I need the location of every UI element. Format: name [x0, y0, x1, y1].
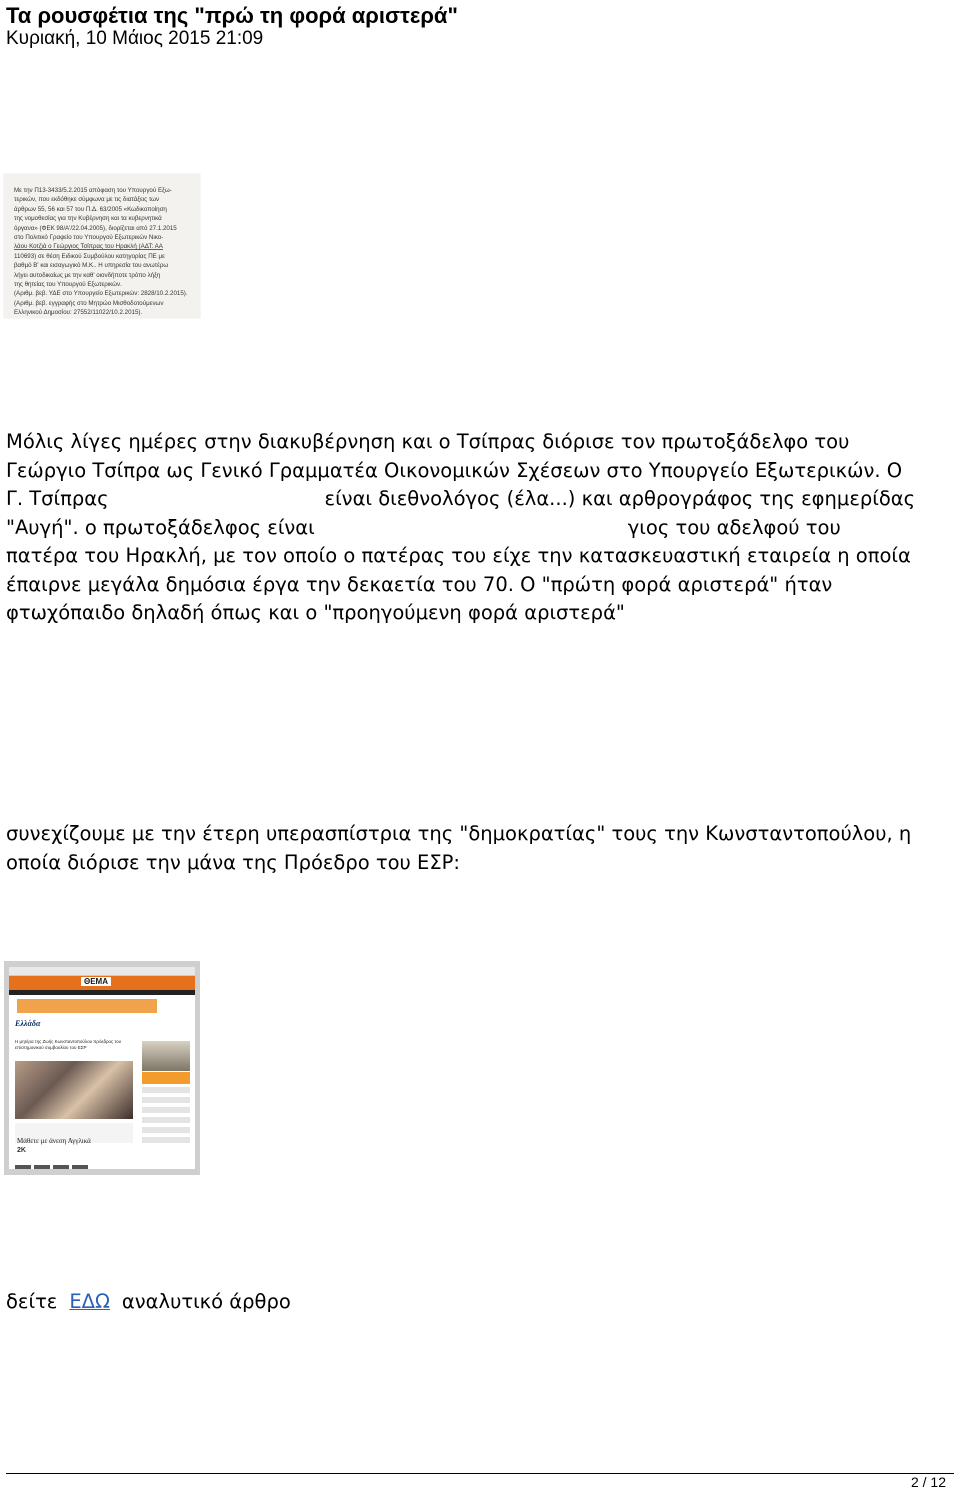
headline: Η μητέρα της Ζωής Κωνσταντοπούλου πρόεδρος του επιστημονικού συμβουλίου του ΕΣΡ: [15, 1039, 122, 1050]
clipping-text: [14, 186, 192, 318]
paragraph-line: οποία διόρισε την μάνα της Πρόεδρο του ΕΣΡ:: [6, 850, 460, 874]
share-button: [53, 1165, 69, 1169]
paragraph-3: [6, 1288, 954, 1317]
share-button: [72, 1165, 88, 1169]
article-title: Τα ρουσφέτια της "πρώ τη φορά αριστερά": [6, 3, 458, 28]
sidebar-list-item: [142, 1087, 190, 1093]
clipping-line: λήγει αυτοδικαίως με την καθ' οιονδήποτε τρόπο λήξη: [14, 271, 161, 279]
paragraph-fragment: είναι διεθνολόγος (έλα...) και αρθρογράφος της εφημερίδας: [324, 487, 916, 510]
sidebar-list: [142, 1087, 190, 1147]
clipping-line: όργανα» (ΦΕΚ 98/Α'/22.04.2005), διορίζεται από 27.1.2015: [14, 224, 177, 232]
site-nav: [9, 990, 195, 995]
paragraph-line: Γεώργιο Τσίπρα ως Γενικό Γραμματέα Οικονομικών Σχέσεων στο Υπουργείο Εξωτερικών. Ο: [6, 458, 903, 482]
article-photo: [15, 1061, 133, 1119]
paragraph-1: [6, 428, 954, 628]
paragraph-line: φτωχόπαιδο δηλαδή όπως και ο "προηγούμενη φορά αριστερά": [6, 601, 625, 624]
clipping-line: τερικών, που εκδόθηκε σύμφωνα με τις διατάξεις των: [14, 196, 160, 204]
paragraph-line: έπαιρνε μεγάλα δημόσια έργα την δεκαετία του 70. Ο "πρώτη φορά αριστερά" ήταν: [6, 572, 833, 596]
paragraph-line: πατέρα του Ηρακλή, με τον οποίο ο πατέρας του είχε την κατασκευαστική εταιρεία η οποία: [6, 544, 911, 567]
clipping-line: στο Πολιτικό Γραφείο του Υπουργού Εξωτερικών Νικο-: [14, 234, 164, 242]
website-screenshot-image: [4, 961, 200, 1175]
paragraph-fragment: "Αυγή". ο πρωτοξάδελφος είναι: [6, 515, 315, 539]
clipping-line: άρθρων 55, 56 και 57 του Π.Δ. 63/2005 «Κωδικοποίηση: [14, 205, 167, 213]
paragraph-fragment: δείτε: [6, 1290, 58, 1313]
banner-ad: [17, 999, 157, 1013]
share-button: [34, 1165, 50, 1169]
sidebar-photo: [142, 1041, 190, 1071]
share-button: [15, 1165, 31, 1169]
newspaper-clipping-image: [4, 174, 200, 318]
article-link[interactable]: ΕΔΩ: [69, 1290, 110, 1313]
sidebar-list-item: [142, 1107, 190, 1113]
clipping-line: (Αριθμ. βεβ. εγγραφής στο Μητρώο Μισθοδοτούμενων: [14, 299, 164, 307]
sidebar-list-item: [142, 1117, 190, 1123]
social-buttons: [15, 1157, 115, 1167]
paragraph-line: Μόλις λίγες ημέρες στην διακυβέρνηση και ο Τσίπρας διόρισε τον πρωτοξάδελφο του: [6, 430, 850, 453]
site-logo: ΘΕΜΑ: [81, 977, 111, 986]
sidebar-list-item: [142, 1127, 190, 1133]
paragraph-line: [6, 485, 954, 514]
clipping-line: της νομοθεσίας για την Κυβέρνηση και τα κυβερνητικά: [14, 215, 162, 223]
clipping-line: (Αριθμ. βεβ. ΥΔΕ στο Υπουργείο Εξωτερικών: 2828/10.2.2015).: [14, 290, 188, 298]
share-count: 2K: [17, 1147, 26, 1154]
screenshot-page: [9, 967, 195, 1169]
page-number: 2 / 12: [910, 1474, 946, 1490]
clipping-line-highlighted: λάου Κοτζιά ο Γεώργιος Τσίπρας του Ηρακλή (ΑΔΤ: ΑΑ: [14, 243, 163, 251]
paragraph-fragment: Γ. Τσίπρας: [6, 487, 109, 510]
article-date: Κυριακή, 10 Μάιος 2015 21:09: [6, 28, 264, 49]
paragraph-line: [6, 1288, 954, 1317]
paragraph-line: συνεχίζουμε με την έτερη υπερασπίστρια της "δημοκρατίας" τους την Κωνσταντοπούλου, η: [6, 822, 912, 845]
clipping-line: Με την Π13-3433/5.2.2015 απόφαση του Υπουργού Εξω-: [14, 187, 172, 194]
sidebar-box: [142, 1072, 190, 1084]
clipping-line: βαθμό Β' και εισαγωγικό Μ.Κ.. Η υπηρεσία του ανωτέρω: [14, 262, 169, 270]
paragraph-line: [6, 514, 954, 543]
section-title: Ελλάδα: [15, 1019, 41, 1028]
paragraph-fragment: αναλυτικό άρθρο: [121, 1290, 291, 1313]
clipping-line: Ελληνικού Δημοσίου: 27552/11022/10.2.2015).: [14, 309, 143, 317]
browser-bar: [9, 967, 195, 976]
sidebar-list-item: [142, 1137, 190, 1143]
clipping-line: της θητείας του Υπουργού Εξωτερικών.: [14, 281, 122, 289]
promo-text: Μάθετε με άνεση Αγγλικά: [17, 1137, 91, 1145]
clipping-line: 110693) σε θέση Ειδικού Συμβούλου κατηγορίας ΠΕ με: [14, 252, 165, 260]
paragraph-2: [6, 820, 954, 877]
sidebar-list-item: [142, 1097, 190, 1103]
footer-divider: [6, 1473, 954, 1474]
paragraph-fragment: γιος του αδελφού του: [627, 515, 841, 539]
